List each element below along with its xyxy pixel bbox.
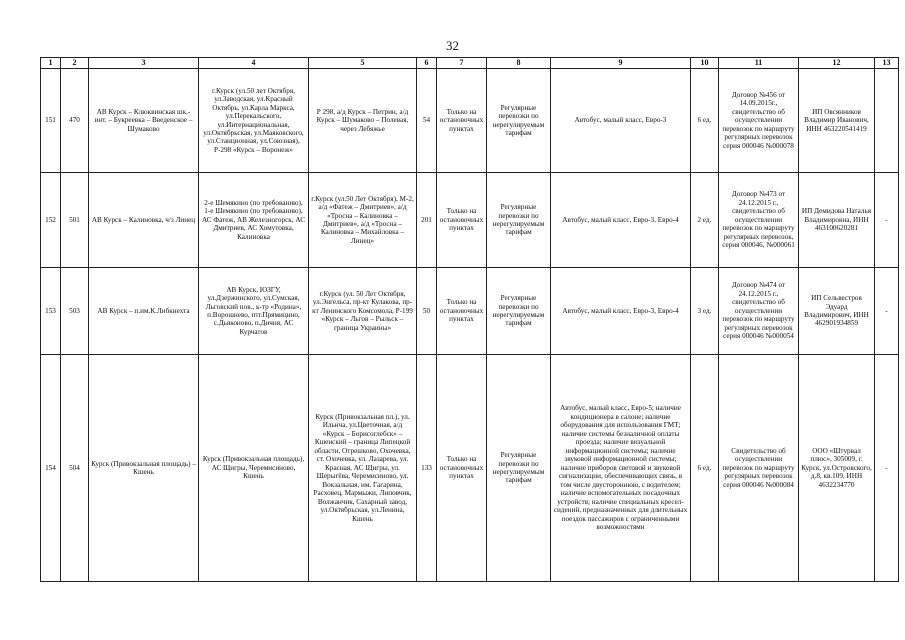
header-cell: 4	[199, 58, 309, 69]
vehicle-count: 2 ед.	[691, 173, 719, 268]
row-number: 154	[41, 355, 61, 582]
vehicle-count: 6 ед.	[691, 69, 719, 173]
boarding-order: Только на остановочных пунктах	[437, 69, 487, 173]
carrier-info: ИП Демидова Наталья Владимировна, ИНН 463100620281	[799, 173, 875, 268]
header-cell: 5	[309, 58, 417, 69]
route-streets: Р 298, а/д Курск – Петрин, а/д Курск – Шумаково – Полевая, через Лебяжье	[309, 69, 417, 173]
transport-type: Регулярные перевозки по нерегулируемым тарифам	[487, 173, 551, 268]
row-number: 153	[41, 268, 61, 355]
header-cell: 13	[875, 58, 899, 69]
carrier-info: ИП Сельвестров Эдуард Владимирович, ИНН 462901934859	[799, 268, 875, 355]
row-number: 152	[41, 173, 61, 268]
transport-type: Регулярные перевозки по нерегулируемым тарифам	[487, 355, 551, 582]
transport-type: Регулярные перевозки по нерегулируемым тарифам	[487, 69, 551, 173]
table-row	[41, 355, 899, 582]
route-number: 504	[61, 355, 89, 582]
route-length: 50	[417, 268, 437, 355]
row-number: 151	[41, 69, 61, 173]
vehicle-count: 3 ед.	[691, 268, 719, 355]
boarding-order: Только на остановочных пунктах	[437, 355, 487, 582]
header-cell: 3	[89, 58, 199, 69]
table-row	[41, 268, 899, 355]
note: -	[875, 355, 899, 582]
route-length: 54	[417, 69, 437, 173]
route-number: 501	[61, 173, 89, 268]
route-name: АВ Курск – п.им.К.Либкнехта	[89, 268, 199, 355]
header-cell: 6	[417, 58, 437, 69]
carrier-info: ИП Овсянников Владимир Иванович, ИНН 463220541419	[799, 69, 875, 173]
header-cell: 10	[691, 58, 719, 69]
transport-type: Регулярные перевозки по нерегулируемым тарифам	[487, 268, 551, 355]
contract-info: Свидетельство об осуществлении перевозок по маршруту регулярных перевозок серия 000046 №000084	[719, 355, 799, 582]
route-name: АВ Курск – Клюквинская шк.-инт. – Букреевка – Введенское – Шумаково	[89, 69, 199, 173]
route-length: 201	[417, 173, 437, 268]
vehicle-class: Автобус, малый класс, Евро-3	[551, 69, 691, 173]
vehicle-class: Автобус, малый класс, Евро-3, Евро-4	[551, 173, 691, 268]
route-number: 503	[61, 268, 89, 355]
contract-info: Договор №456 от 14.09.2015г., свидетельство об осуществлении перевозок по маршруту регулярных перевозок серия 000046 №000078	[719, 69, 799, 173]
header-cell: 2	[61, 58, 89, 69]
header-row	[41, 58, 899, 69]
route-streets: г.Курск (ул.50 Лет Октября), М-2, а/д «Фатеж – Дмитриев», а/д «Тросна – Калиновка – Дмитриев», а/д «Тросна – Калиновка – Михайловка – Линец»	[309, 173, 417, 268]
header-cell: 12	[799, 58, 875, 69]
table-row	[41, 173, 899, 268]
header-cell: 8	[487, 58, 551, 69]
route-length: 133	[417, 355, 437, 582]
note: -	[875, 173, 899, 268]
route-register-table	[40, 57, 899, 582]
contract-info: Договор №473 от 24.12.2015 г., свидетельство об осуществлении перевозок по маршруту регулярных перевозок, серия 000046, №000061	[719, 173, 799, 268]
page-number: 32	[446, 38, 459, 53]
intermediate-stops: 2-е Шемякино (по требованию), 1-е Шемякино (по требованию), АС Фатеж, АВ Железногорск, АС Дмитриев, АС Хомутовка, Калиновка	[199, 173, 309, 268]
route-number: 470	[61, 69, 89, 173]
route-streets: Курск (Привокзальная пл.), ул. Ильича, ул.Цветочная, а/д «Курск – Борисоглебск» – Кшенский – граница Липецкой области, Отрешково, Охочевка, ст. Охочевка, ул. Лазарева, ул. Красная, АС Щигры, ул. Шерыгёва, Черемисиново, ул. Вокзальная, им. Гагарина, Расховец, Мармыжи, Липовчик, Волжанчик, Сахарный завод, ул.Октябрьская, ул.Ленина, Кшень	[309, 355, 417, 582]
note: -	[875, 268, 899, 355]
intermediate-stops: АВ Курск, ЮЗГУ, ул.Дзержинского, ул.Сумская, Льговский пов., к-тр «Родина», п.Ворошнево, птг.Прямицино, с.Дьяконово, п.Дичня, АС Курчатов	[199, 268, 309, 355]
intermediate-stops: г.Курск (ул.50 лет Октября, ул.Заводская, ул.Красный Октябрь, ул.Карла Маркса, ул.Перекальского, ул.Интернациональная, ул.Октябрьская, ул.Маяковского, ул.Станционная, ул.Союзная), Р-298 «Курск – Воронеж»	[199, 69, 309, 173]
header-cell: 9	[551, 58, 691, 69]
vehicle-count: 6 ед.	[691, 355, 719, 582]
route-name: АВ Курск – Калиновка, ч/з Линец	[89, 173, 199, 268]
boarding-order: Только на остановочных пунктах	[437, 173, 487, 268]
route-name: Курск (Привокзальная площадь) – Кшень	[89, 355, 199, 582]
vehicle-class: Автобус, малый класс, Евро-5; наличие кондиционера в салоне; наличие оборудования для использования ГМТ; наличие системы безналичной оплаты проезда; наличие визуальной информационной системы; наличие звуковой информационной системы; наличие приборов световой и звуковой сигнализации, обеспечивающих связь, в том числе двустороннюю, с водителем; наличие вспомогательных посадочных устройств; наличие специальных кресел-сидений, предназначенных для длительных поездок пассажиров с ограниченными возможностями	[551, 355, 691, 582]
header-cell: 11	[719, 58, 799, 69]
header-cell: 7	[437, 58, 487, 69]
boarding-order: Только на остановочных пунктах	[437, 268, 487, 355]
intermediate-stops: Курск (Привокзальная площадь), АС Щигры, Черемисиново, Кшень	[199, 355, 309, 582]
header-cell: 1	[41, 58, 61, 69]
vehicle-class: Автобус, малый класс, Евро-3, Евро-4	[551, 268, 691, 355]
carrier-info: ООО «Штурвал плюс», 305009, г. Курск, ул.Островского, д.8, кв.109, ИНН 4632234770	[799, 355, 875, 582]
route-streets: г.Курск (ул. 50 Лет Октября, ул.Энгельса, пр-кт Кулакова, пр-кт Ленинского Комсомола, Р-199 «Курск – Льгов – Рыльск – граница Украины»	[309, 268, 417, 355]
contract-info: Договор №474 от 24.12.2015 г., свидетельство об осуществлении перевозок по маршруту регулярных перевозок серия 000046 №000054	[719, 268, 799, 355]
note	[875, 69, 899, 173]
table-row	[41, 69, 899, 173]
